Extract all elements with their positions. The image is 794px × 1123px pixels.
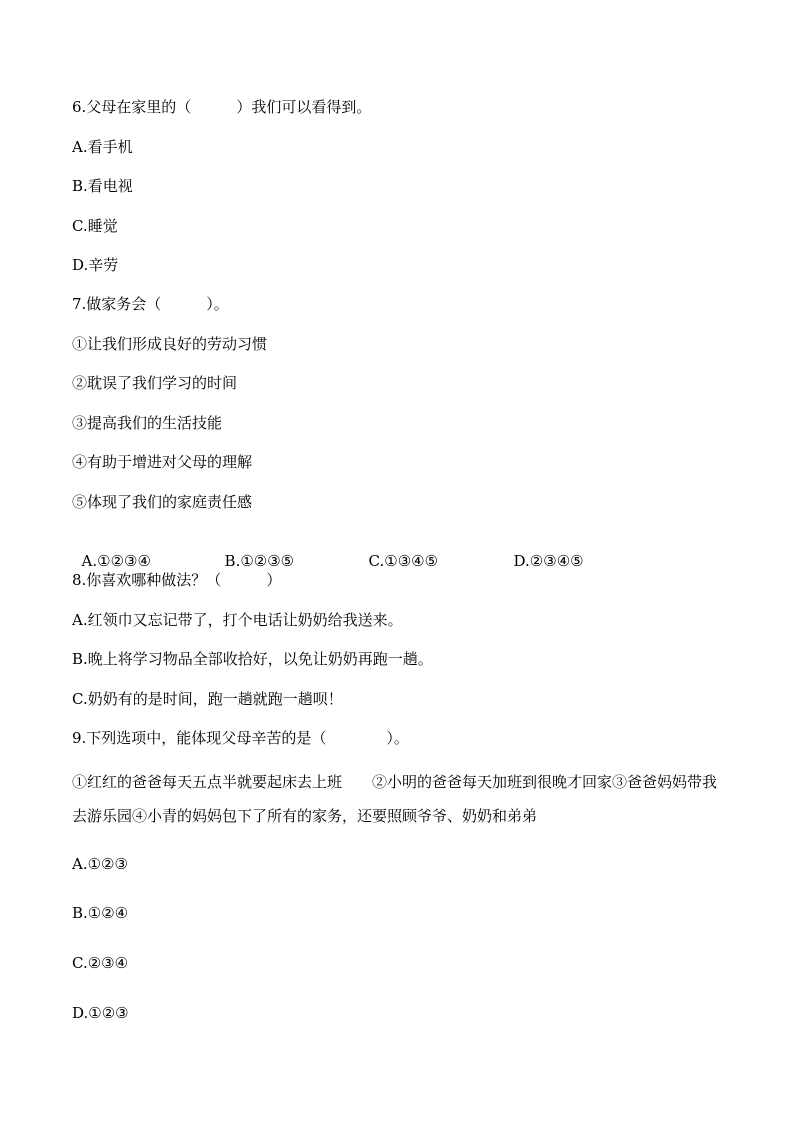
question-6-option-d: D.辛劳 [72,256,119,274]
question-9-option-c: C.②③④ [72,954,129,972]
question-7-option-d: D.②③④⑤ [513,552,584,570]
question-7-stem: 7.做家务会（ ）。 [72,295,229,313]
question-8-option-a: A.红领巾又忘记带了，打个电话让奶奶给我送来。 [72,611,403,629]
question-9-option-a: A.①②③ [72,855,128,873]
question-7-item-4: ④有助于增进对父母的理解 [72,453,253,471]
question-7-option-c: C.①③④⑤ [368,552,439,570]
question-6-option-a: A.看手机 [72,138,133,156]
question-8-option-c: C.奶奶有的是时间，跑一趟就跑一趟呗！ [72,690,343,708]
question-7-item-5: ⑤体现了我们的家庭责任感 [72,493,253,511]
question-6-option-b: B.看电视 [72,177,133,195]
question-8-option-b: B.晚上将学习物品全部收拾好，以免让奶奶再跑一趟。 [72,650,433,668]
question-9-option-b: B.①②④ [72,904,129,922]
question-7-item-3: ③提高我们的生活技能 [72,414,223,432]
question-7-item-1: ①让我们形成良好的劳动习惯 [72,335,268,353]
question-7-item-2: ②耽误了我们学习的时间 [72,374,238,392]
question-9-body: ①红红的爸爸每天五点半就要起床去上班 ②小明的爸爸每天加班到很晚才回家③爸爸妈妈带我去游乐园④小青的妈妈包下了所有的家务，还要照顾爷爷、奶奶和弟弟 [72,773,718,825]
question-6-option-c: C.睡觉 [72,217,118,235]
question-9-option-d: D.①②③ [72,1004,129,1022]
question-7-options [72,531,584,571]
question-7-option-a: A.①②③④ [81,552,151,570]
question-8-stem: 8.你喜欢哪种做法？（ ） [72,571,282,589]
question-9-stem: 9.下列选项中，能体现父母辛苦的是（ ）。 [72,729,409,747]
question-7-option-b: B.①②③⑤ [224,552,295,570]
question-6-stem: 6.父母在家里的（ ）我们可以看得到。 [72,98,372,116]
